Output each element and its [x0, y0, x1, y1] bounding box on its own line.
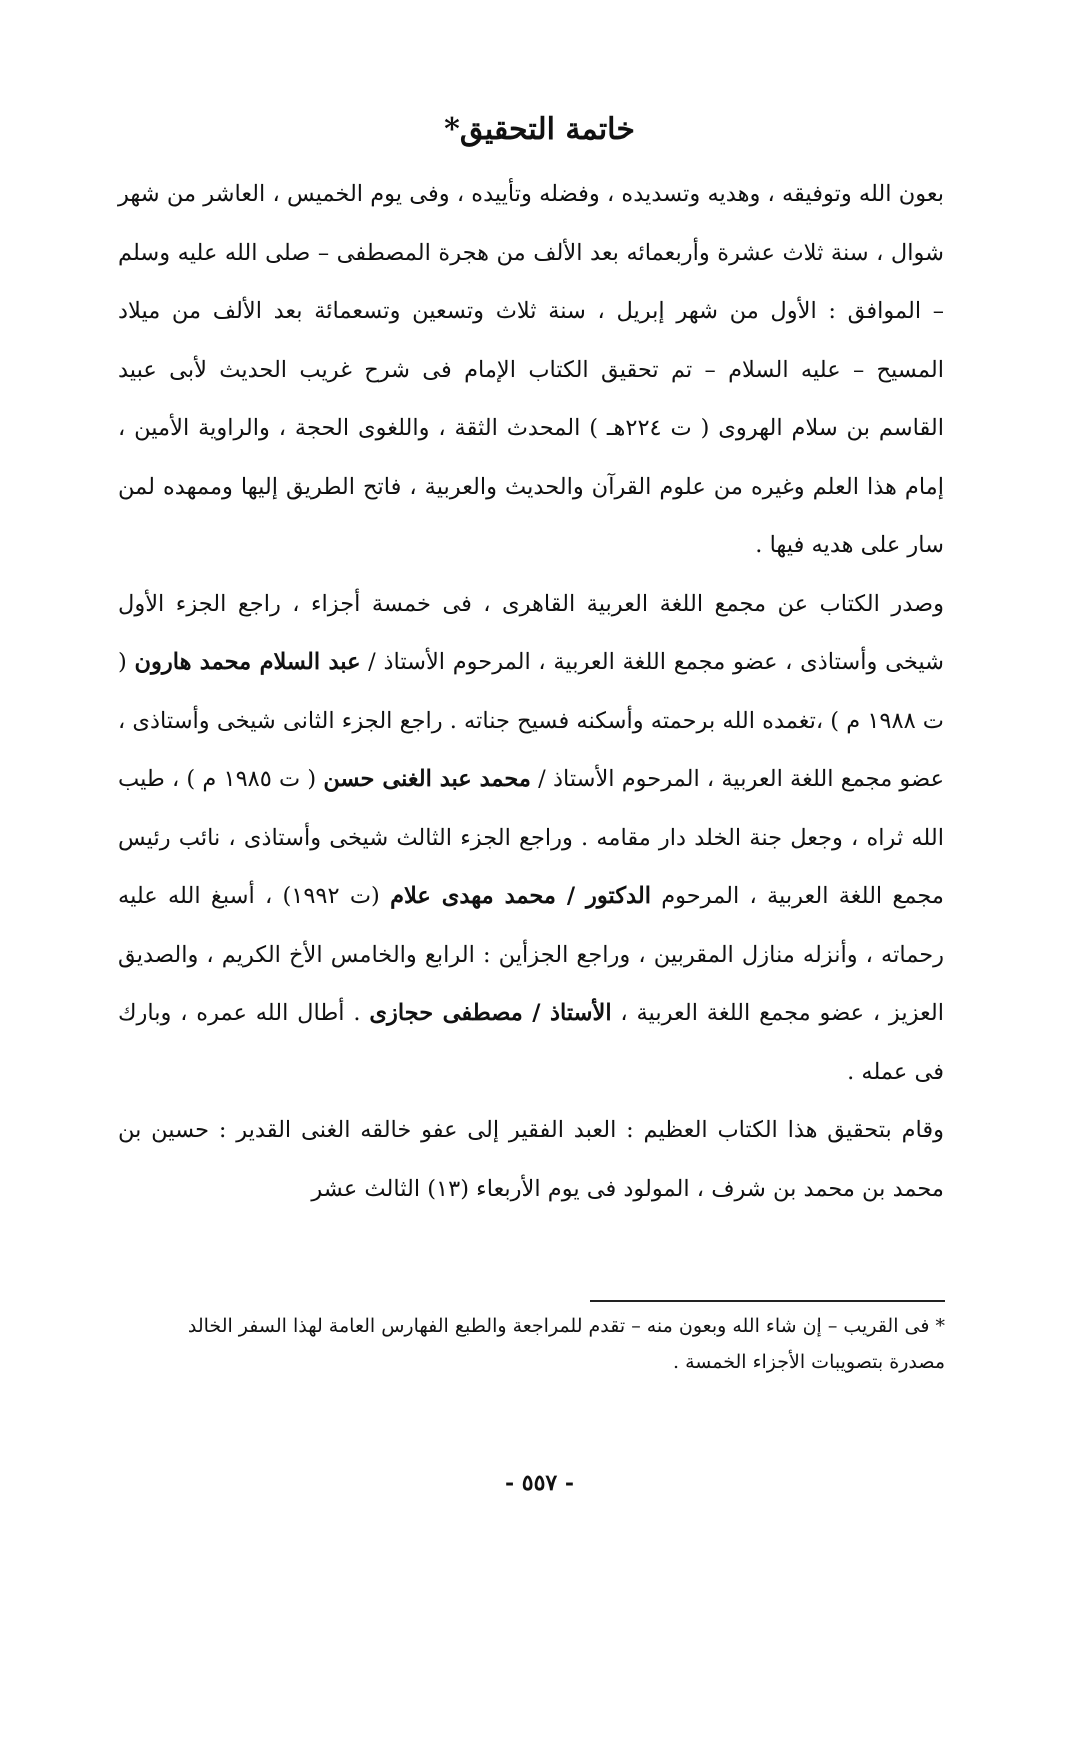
body-text — [118, 165, 944, 1218]
footnote-divider — [590, 1300, 945, 1302]
reviewers-text-4: (ت ١٩٩٢) ، أسبغ الله عليه رحماته ، وأنزله منازل المقربين ، وراجع الجزأين : الرابع والخامس الأخ الكريم ، والصديق العزيز ، عضو مجمع اللغة العربية ، — [118, 883, 944, 1026]
reviewer-name-3: الدكتور / محمد مهدى علام — [390, 883, 651, 909]
reviewer-name-2: محمد عبد الغنى حسن — [323, 766, 531, 792]
footnote: * فى القريب – إن شاء الله وبعون منه – تقدم للمراجعة والطبع الفهارس العامة لهذا السفر الخالد مصدرة بتصويبات الأجزاء الخمسة . — [187, 1315, 945, 1373]
paragraph-reviewers — [118, 575, 944, 1102]
reviewers-text-5: . أطال الله عمره ، وبارك فى عمله . — [118, 1000, 944, 1085]
page-number: - ٥٥٧ - — [504, 1470, 575, 1496]
paragraph-editor: وقام بتحقيق هذا الكتاب العظيم : العبد الفقير إلى عفو خالقه الغنى القدير : حسين بن محمد بن محمد بن شرف ، المولود فى يوم الأربعاء (١٣) الثالث عشر — [118, 1117, 944, 1202]
reviewers-text-1: وصدر الكتاب عن مجمع اللغة العربية القاهرى ، فى خمسة أجزاء ، راجع الجزء الأول شيخى وأستاذى ، عضو مجمع اللغة العربية ، المرحوم الأستاذ / — [118, 590, 944, 675]
reviewers-text-3: ( ت ١٩٨٥ م ) ، طيب الله ثراه ، وجعل جنة الخلد دار مقامه . وراجع الجزء الثالث شيخى وأستاذى ، نائب رئيس مجمع اللغة العربية ، المرحوم — [118, 766, 944, 909]
reviewer-name-1: عبد السلام محمد هارون — [134, 649, 361, 675]
page-title: خاتمة التحقيق* — [444, 112, 635, 147]
reviewers-text-2: ( ت ١٩٨٨ م ) ،تغمده الله برحمته وأسكنه فسيح جناته . راجع الجزء الثانى شيخى وأستاذى ، عضو مجمع اللغة العربية ، المرحوم الأستاذ / — [118, 649, 944, 792]
reviewer-name-4: الأستاذ / مصطفى حجازى — [369, 1000, 612, 1026]
paragraph-intro: بعون الله وتوفيقه ، وهديه وتسديده ، وفضله وتأييده ، وفى يوم الخميس ، العاشر من شهر شوال ، سنة ثلاث عشرة وأربعمائه بعد الألف من هجرة المصطفى – صلى الله عليه وسلم – الموافق : الأول من شهر إبريل ، سنة ثلاث وتسعين وتسعمائة بعد الألف من ميلاد المسيح – عليه السلام – تم تحقيق الكتاب الإمام فى شرح غريب الحديث لأبى عبيد القاسم بن سلام الهروى ( ت ٢٢٤هـ ) المحدث الثقة ، واللغوى الحجة ، والراوية الأمين ، إمام هذا العلم وغيره من علوم القرآن والحديث والعربية ، فاتح الطريق إليها وممهده لمن سار على هديه فيها . — [118, 181, 944, 558]
